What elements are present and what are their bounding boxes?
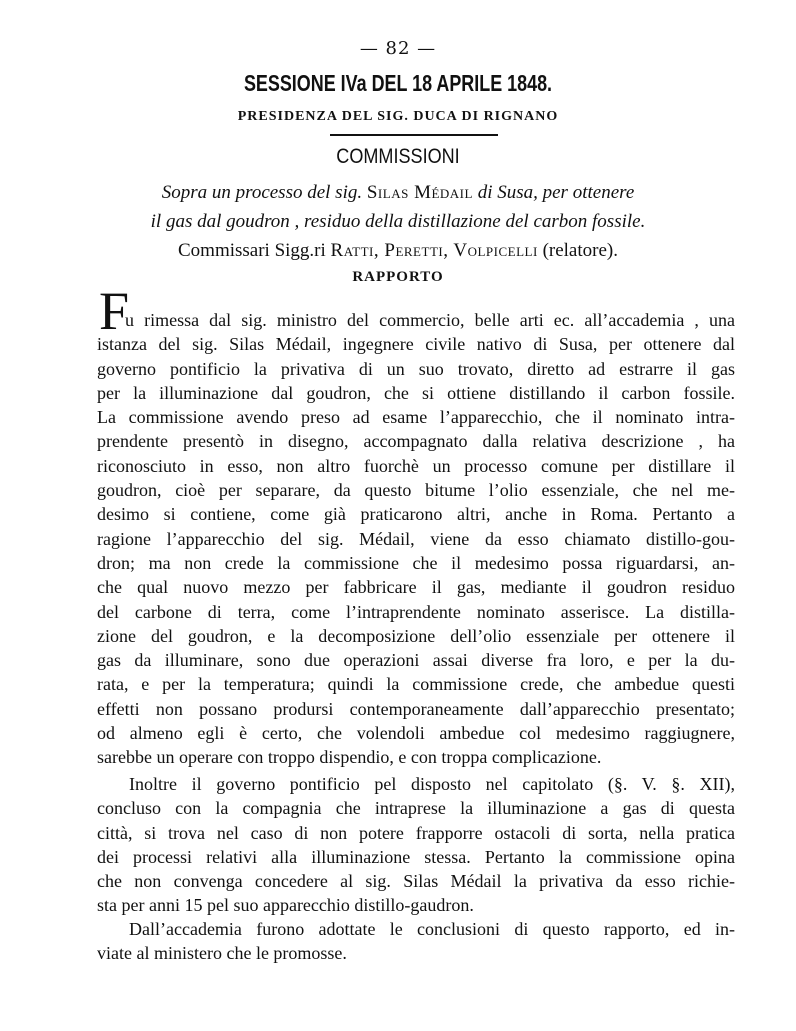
intro-applicant-name: Silas Médail <box>366 182 473 203</box>
p2-line: Inoltre il governo pontificio pel disposto nel capitolato (§. V. §. XII), <box>129 774 735 794</box>
p1-line: che qual nuovo mezzo per fabbricare il gas, mediante il goudron residuo <box>97 577 735 598</box>
p1-line: istanza del sig. Silas Médail, ingegnere civile nativo di Susa, per ottenere dal <box>97 334 735 355</box>
p1-line: prendente presentò in disegno, accompagnato dalla relativa descrizione , ha <box>97 431 735 452</box>
p1-line: od almeno egli è certo, che volendoli ambedue col medesimo raggiugnere, <box>97 723 735 744</box>
page-number: — 82 — <box>359 38 437 59</box>
intro-line-3-b: (relatore). <box>542 240 618 261</box>
p1-line: del carbone di terra, come l’intraprendente nominato asserisce. La distilla- <box>97 601 735 622</box>
p3-line: Dall’accademia furono adottate le conclusioni di questo rapporto, ed in- <box>129 919 735 939</box>
p2-line: che non convenga concedere al sig. Silas Médail la privativa da esso richie- <box>97 871 735 892</box>
session-title: SESSIONE IVa DEL 18 APRILE 1848. <box>243 70 553 96</box>
p1-line: effetti non possano prodursi contemporaneamente dall’apparecchio presentato; <box>97 698 735 719</box>
intro-line-1-b: di Susa, per ottenere <box>477 182 635 203</box>
section-title: COMMISSIONI <box>336 145 460 168</box>
intro-line-1-a: Sopra un processo del sig. <box>161 182 363 203</box>
p1-line: ragione l’apparecchio del sig. Médail, viene da esso chiamato distillo-gou- <box>97 528 735 549</box>
intro-line-3-a: Commissari Sigg.ri <box>178 240 326 261</box>
header-divider <box>330 134 498 136</box>
p1-line: gas da illuminare, sono due operazioni assai diverse fra loro, e per la du- <box>97 650 735 671</box>
report-heading: RAPPORTO <box>352 269 444 285</box>
p1-line: zione del goudron, e la decomposizione dell’olio essenziale per ottenere il <box>97 625 735 646</box>
p3-line: viate al ministero che le promosse. <box>97 943 347 964</box>
intro-line-2: il gas dal goudron , residuo della distillazione del carbon fossile. <box>150 211 646 232</box>
p1-line: governo pontificio la privativa di un suo trovato, diretto ad estrarre il gas <box>97 358 735 379</box>
p1-line: rata, e per la temperatura; quindi la commissione crede, che ambedue questi <box>97 674 735 695</box>
p1-line: u rimessa dal sig. ministro del commercio, belle arti ec. all’accademia , una <box>125 310 735 330</box>
p2-line: città, si trova nel caso di non potere frapporre ostacoli di sorta, nella pratica <box>97 822 735 843</box>
p1-line: La commissione avendo preso ad esame l’apparecchio, che il nominato intra- <box>97 407 735 428</box>
p1-line: goudron, cioè per separare, da questo bitume l’olio essenziale, che nel me- <box>97 480 735 501</box>
paragraph-1 <box>97 308 735 770</box>
p1-line: desimo si contiene, come già praticarono altri, anche in Roma. Pertanto a <box>97 504 735 525</box>
p1-line: sarebbe un operare con troppo dispendio, e con troppa complicazione. <box>97 747 602 768</box>
p1-line: per la illuminazione dal goudron, che si ottiene distillando il carbon fossile. <box>97 382 735 403</box>
presidency-line: PRESIDENZA DEL SIG. DUCA DI RIGNANO <box>237 109 559 124</box>
drop-cap: F <box>99 281 130 341</box>
p2-line: sta per anni 15 pel suo apparecchio distillo-gaudron. <box>97 895 474 916</box>
p1-line: riconosciuto in esso, non altro fuorchè un processo comune per distillare il <box>97 455 735 476</box>
intro-line-1 <box>0 182 796 204</box>
paragraph-3 <box>97 917 735 966</box>
intro-line-3 <box>0 240 796 262</box>
commissioners-names: Ratti, Peretti, Volpicelli <box>330 240 538 261</box>
p2-line: concluso con la compagnia che intraprese la illuminazione a gas di questa <box>97 798 735 819</box>
paragraph-2 <box>97 772 735 918</box>
p2-line: dei processi relativi alla illuminazione stessa. Pertanto la commissione opina <box>97 846 735 867</box>
p1-line: dron; ma non crede la commissione che il medesimo possa riguardarsi, an- <box>97 552 735 573</box>
